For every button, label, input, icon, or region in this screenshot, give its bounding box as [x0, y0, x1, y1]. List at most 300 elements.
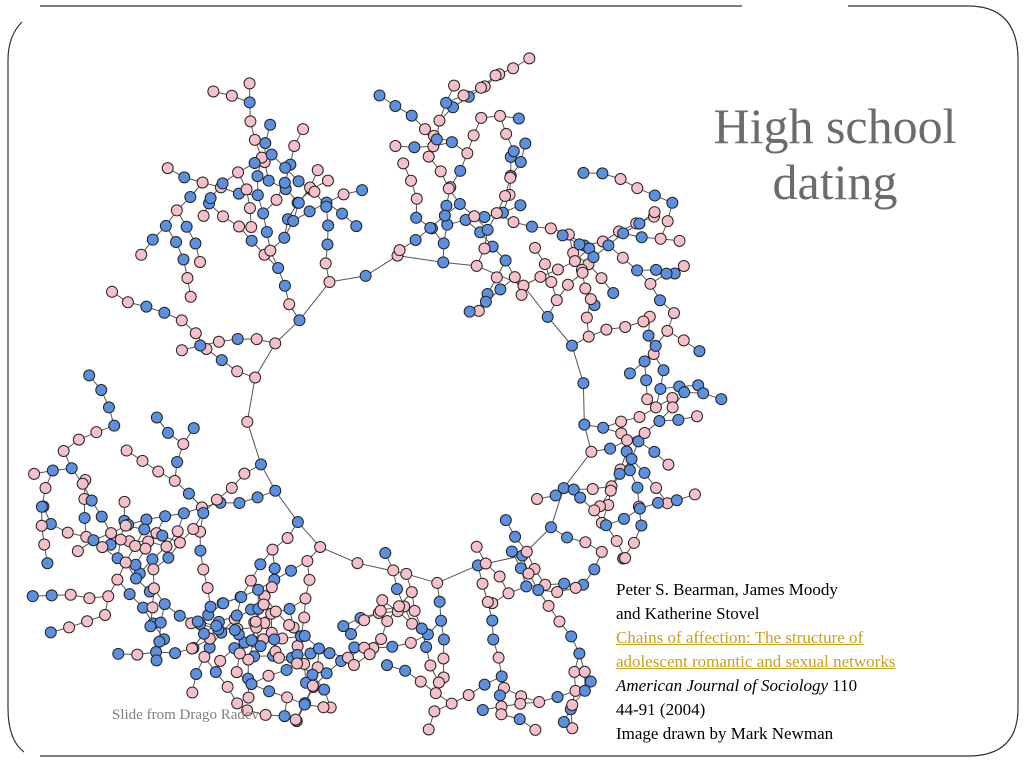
network-node-pink — [243, 692, 254, 703]
network-node-pink — [244, 78, 255, 89]
network-node-blue — [321, 201, 332, 212]
network-node-blue — [500, 255, 511, 266]
network-node-pink — [199, 651, 210, 662]
network-node-blue — [515, 156, 526, 167]
network-node-pink — [282, 532, 293, 543]
network-node-pink — [638, 316, 649, 327]
network-node-pink — [187, 643, 198, 654]
slide-credit: Slide from Drago Radev — [112, 707, 260, 723]
network-node-blue — [552, 692, 563, 703]
network-node-pink — [668, 308, 679, 319]
network-node-blue — [179, 172, 190, 183]
network-node-blue — [575, 492, 586, 503]
network-node-pink — [490, 70, 501, 81]
network-node-blue — [578, 378, 589, 389]
network-node-blue — [438, 238, 449, 249]
network-node-blue — [441, 200, 452, 211]
network-node-blue — [195, 340, 206, 351]
network-node-pink — [650, 402, 661, 413]
network-node-pink — [36, 520, 47, 531]
network-node-pink — [171, 205, 182, 216]
network-node-blue — [183, 488, 194, 499]
network-node-pink — [251, 334, 262, 345]
citation-authors-1: Peter S. Bearman, James Moody — [616, 580, 838, 599]
network-edge — [247, 422, 261, 465]
network-node-pink — [471, 541, 482, 552]
network-node-blue — [380, 548, 391, 559]
network-node-pink — [222, 681, 233, 692]
network-node-blue — [346, 628, 357, 639]
network-node-pink — [530, 242, 541, 253]
network-node-pink — [244, 203, 255, 214]
network-node-pink — [64, 622, 75, 633]
network-node-blue — [521, 581, 532, 592]
network-node-pink — [388, 565, 399, 576]
network-node-blue — [439, 210, 450, 221]
network-node-pink — [509, 272, 520, 283]
network-node-blue — [255, 459, 266, 470]
network-node-blue — [649, 446, 660, 457]
network-node-blue — [270, 485, 281, 496]
network-node-blue — [360, 270, 371, 281]
network-node-pink — [662, 325, 673, 336]
network-node-blue — [654, 415, 665, 426]
network-node-pink — [250, 372, 261, 383]
network-node-pink — [182, 273, 193, 284]
network-node-blue — [279, 711, 290, 722]
network-node-pink — [169, 475, 180, 486]
network-node-pink — [567, 699, 578, 710]
network-node-pink — [91, 427, 102, 438]
network-node-blue — [603, 240, 614, 251]
network-node-pink — [62, 527, 73, 538]
citation-journal-line — [616, 674, 1016, 698]
network-node-pink — [689, 489, 700, 500]
network-node-pink — [231, 667, 242, 678]
network-node-blue — [109, 420, 120, 431]
network-node-pink — [651, 482, 662, 493]
network-node-blue — [84, 370, 95, 381]
network-node-pink — [307, 680, 318, 691]
network-node-pink — [322, 175, 333, 186]
network-node-blue — [260, 138, 271, 149]
network-node-pink — [411, 193, 422, 204]
network-node-pink — [543, 600, 554, 611]
network-node-blue — [160, 220, 171, 231]
network-node-blue — [323, 220, 334, 231]
network-node-pink — [616, 416, 627, 427]
network-node-pink — [233, 167, 244, 178]
network-node-blue — [479, 211, 490, 222]
network-node-pink — [348, 659, 359, 670]
network-node-pink — [73, 434, 84, 445]
image-credit: Image drawn by Mark Newman — [616, 724, 834, 743]
network-node-pink — [267, 544, 278, 555]
network-node-pink — [632, 183, 643, 194]
network-node-blue — [205, 601, 216, 612]
network-node-blue — [304, 206, 315, 217]
network-node-pink — [302, 556, 313, 567]
network-node-blue — [210, 666, 221, 677]
network-node-pink — [324, 277, 335, 288]
network-node-pink — [284, 299, 295, 310]
network-node-blue — [36, 501, 47, 512]
network-node-pink — [521, 546, 532, 557]
network-node-blue — [508, 146, 519, 157]
network-node-blue — [479, 679, 490, 690]
network-node-pink — [579, 666, 590, 677]
network-node-pink — [148, 583, 159, 594]
slide-title — [680, 98, 990, 210]
network-node-pink — [554, 616, 565, 627]
network-node-pink — [84, 593, 95, 604]
network-node-pink — [491, 208, 502, 219]
network-node-blue — [279, 177, 290, 188]
network-node-pink — [266, 582, 277, 593]
network-node-blue — [387, 641, 398, 652]
network-node-blue — [579, 685, 590, 696]
network-node-pink — [176, 315, 187, 326]
network-node-pink — [241, 184, 252, 195]
network-node-pink — [208, 86, 219, 97]
network-node-pink — [583, 331, 594, 342]
network-node-pink — [226, 90, 237, 101]
network-node-blue — [406, 110, 417, 121]
network-edge — [398, 256, 444, 263]
network-edge — [437, 565, 478, 583]
network-node-pink — [569, 666, 580, 677]
network-node-pink — [425, 660, 436, 671]
network-node-pink — [516, 289, 527, 300]
network-node-blue — [159, 599, 170, 610]
network-node-blue — [400, 665, 411, 676]
network-node-pink — [352, 558, 363, 569]
network-node-blue — [229, 624, 240, 635]
network-node-pink — [634, 411, 645, 422]
network-node-pink — [265, 245, 276, 256]
network-node-blue — [205, 193, 216, 204]
network-node-blue — [482, 224, 493, 235]
network-node-blue — [641, 375, 652, 386]
network-node-blue — [513, 113, 524, 124]
network-node-pink — [501, 128, 512, 139]
network-node-pink — [415, 676, 426, 687]
network-node-pink — [245, 116, 256, 127]
title-line-1: High school — [713, 98, 957, 154]
network-node-blue — [438, 634, 449, 645]
network-node-pink — [315, 542, 326, 553]
network-node-blue — [632, 265, 643, 276]
network-node-pink — [493, 652, 504, 663]
network-node-pink — [409, 605, 420, 616]
network-node-pink — [100, 609, 111, 620]
network-node-blue — [410, 234, 421, 245]
network-node-pink — [197, 177, 208, 188]
network-node-blue — [218, 598, 229, 609]
network-node-blue — [96, 385, 107, 396]
network-node-blue — [145, 621, 156, 632]
network-node-blue — [279, 232, 290, 243]
network-node-blue — [307, 669, 318, 680]
network-node-pink — [65, 589, 76, 600]
network-node-blue — [47, 465, 58, 476]
network-node-pink — [147, 602, 158, 613]
network-node-blue — [273, 262, 284, 273]
network-node-blue — [506, 546, 517, 557]
network-node-blue — [178, 508, 189, 519]
network-node-blue — [162, 427, 173, 438]
network-node-blue — [411, 212, 422, 223]
network-node-pink — [406, 587, 417, 598]
network-node-pink — [239, 468, 250, 479]
network-node-pink — [581, 312, 592, 323]
network-node-blue — [252, 190, 263, 201]
network-node-pink — [587, 484, 598, 495]
network-node-blue — [500, 515, 511, 526]
network-node-pink — [258, 599, 269, 610]
network-node-pink — [39, 539, 50, 550]
network-node-pink — [570, 582, 581, 593]
network-node-blue — [643, 330, 654, 341]
network-node-blue — [698, 388, 709, 399]
network-node-blue — [27, 591, 38, 602]
network-node-blue — [157, 530, 168, 541]
network-node-blue — [349, 642, 360, 653]
network-node-blue — [550, 490, 561, 501]
network-node-blue — [598, 422, 609, 433]
network-node-pink — [508, 217, 519, 228]
network-edge — [357, 563, 406, 574]
network-node-pink — [611, 535, 622, 546]
network-node-blue — [284, 603, 295, 614]
network-node-pink — [271, 194, 282, 205]
network-node-pink — [132, 649, 143, 660]
network-node-pink — [446, 698, 457, 709]
network-node-pink — [476, 112, 487, 123]
network-edge — [320, 547, 357, 563]
network-node-blue — [494, 690, 505, 701]
network-node-blue — [608, 288, 619, 299]
network-node-blue — [636, 520, 647, 531]
network-node-pink — [423, 724, 434, 735]
network-node-pink — [176, 345, 187, 356]
network-node-blue — [66, 463, 77, 474]
network-node-blue — [46, 590, 57, 601]
network-node-pink — [376, 634, 387, 645]
network-node-blue — [636, 232, 647, 243]
network-node-blue — [181, 221, 192, 232]
network-node-blue — [515, 200, 526, 211]
network-node-pink — [546, 276, 557, 287]
network-node-pink — [438, 653, 449, 664]
network-node-blue — [574, 239, 585, 250]
network-node-pink — [242, 416, 253, 427]
network-node-blue — [253, 584, 264, 595]
network-node-blue — [588, 252, 599, 263]
network-node-blue — [480, 296, 491, 307]
network-node-pink — [480, 558, 491, 569]
network-node-pink — [213, 336, 224, 347]
network-node-blue — [141, 514, 152, 525]
network-node-pink — [136, 249, 147, 260]
network-node-pink — [662, 216, 673, 227]
network-node-pink — [552, 264, 563, 275]
network-node-blue — [488, 634, 499, 645]
network-node-pink — [245, 575, 256, 586]
journal-name: American Journal of Sociology — [616, 676, 828, 695]
network-node-blue — [151, 655, 162, 666]
network-node-pink — [211, 494, 222, 505]
network-node-pink — [601, 324, 612, 335]
network-node-pink — [122, 297, 133, 308]
network-node-blue — [495, 284, 506, 295]
network-edge — [583, 383, 584, 425]
network-node-blue — [139, 524, 150, 535]
network-node-pink — [596, 546, 607, 557]
network-node-pink — [130, 540, 141, 551]
network-node-blue — [192, 616, 203, 627]
network-node-pink — [500, 191, 511, 202]
network-node-blue — [269, 634, 280, 645]
network-node-pink — [577, 267, 588, 278]
network-node-blue — [178, 254, 189, 265]
network-node-blue — [545, 522, 556, 533]
network-node-pink — [106, 528, 117, 539]
network-node-blue — [269, 563, 280, 574]
network-node-blue — [246, 679, 257, 690]
network-node-blue — [337, 208, 348, 219]
network-node-pink — [270, 606, 281, 617]
network-node-pink — [338, 189, 349, 200]
network-node-pink — [195, 256, 206, 267]
network-node-blue — [391, 583, 402, 594]
network-node-pink — [364, 649, 375, 660]
network-node-pink — [475, 82, 486, 93]
title-line-2: dating — [772, 154, 898, 210]
network-node-blue — [626, 454, 637, 465]
network-node-blue — [86, 495, 97, 506]
network-node-blue — [190, 238, 201, 249]
network-node-pink — [394, 245, 405, 256]
network-node-blue — [160, 511, 171, 522]
network-node-pink — [620, 552, 631, 563]
network-node-pink — [198, 564, 209, 575]
network-node-pink — [692, 411, 703, 422]
network-node-pink — [545, 223, 556, 234]
network-node-blue — [374, 90, 385, 101]
network-node-blue — [416, 623, 427, 634]
network-node-pink — [649, 207, 660, 218]
network-node-blue — [425, 222, 436, 233]
network-node-pink — [496, 709, 507, 720]
network-node-pink — [300, 593, 311, 604]
network-node-blue — [198, 507, 209, 518]
network-node-pink — [622, 435, 633, 446]
network-node-pink — [678, 335, 689, 346]
network-node-blue — [313, 643, 324, 654]
network-node-blue — [578, 167, 589, 178]
network-node-blue — [351, 221, 362, 232]
network-node-blue — [605, 443, 616, 454]
network-node-pink — [103, 591, 114, 602]
network-node-blue — [562, 532, 573, 543]
network-node-pink — [503, 588, 514, 599]
article-link-2[interactable]: adolescent romantic and sexual networks — [616, 652, 896, 671]
article-link-1[interactable]: Chains of affection: The structure of — [616, 628, 864, 647]
network-node-blue — [614, 468, 625, 479]
network-node-blue — [231, 610, 242, 621]
network-node-blue — [217, 178, 228, 189]
network-node-pink — [471, 260, 482, 271]
network-node-pink — [309, 186, 320, 197]
network-node-blue — [246, 235, 257, 246]
network-node-pink — [187, 687, 198, 698]
network-node-pink — [190, 328, 201, 339]
network-node-pink — [172, 526, 183, 537]
network-node-blue — [151, 412, 162, 423]
network-node-pink — [232, 366, 243, 377]
network-node-blue — [191, 668, 202, 679]
network-node-pink — [382, 616, 393, 627]
network-node-pink — [377, 595, 388, 606]
network-node-blue — [477, 704, 488, 715]
network-node-pink — [58, 446, 69, 457]
network-node-pink — [678, 261, 689, 272]
network-node-blue — [252, 171, 263, 182]
network-node-blue — [258, 208, 269, 219]
network-node-blue — [409, 142, 420, 153]
network-node-blue — [319, 684, 330, 695]
network-node-blue — [566, 631, 577, 642]
network-node-pink — [120, 557, 131, 568]
network-node-pink — [580, 537, 591, 548]
network-node-blue — [293, 197, 304, 208]
network-node-blue — [299, 699, 310, 710]
network-node-pink — [405, 637, 416, 648]
network-node-pink — [299, 612, 310, 623]
citation-authors-2: and Katherine Stovel — [616, 604, 760, 623]
network-node-pink — [642, 394, 653, 405]
network-node-blue — [589, 564, 600, 575]
network-node-blue — [155, 617, 166, 628]
network-node-pink — [290, 714, 301, 725]
network-node-pink — [292, 658, 303, 669]
network-node-blue — [601, 520, 612, 531]
network-node-blue — [454, 198, 465, 209]
network-edge — [300, 282, 330, 320]
network-node-pink — [270, 338, 281, 349]
network-node-pink — [531, 493, 542, 504]
network-node-pink — [435, 166, 446, 177]
network-node-blue — [661, 268, 672, 279]
network-node-pink — [202, 582, 213, 593]
network-node-pink — [663, 459, 674, 470]
network-node-blue — [103, 402, 114, 413]
network-node-pink — [185, 291, 196, 302]
network-node-pink — [443, 183, 454, 194]
network-node-blue — [188, 423, 199, 434]
network-node-pink — [523, 568, 534, 579]
network-node-blue — [113, 648, 124, 659]
network-node-blue — [281, 664, 292, 675]
network-node-blue — [455, 165, 466, 176]
network-node-blue — [249, 158, 260, 169]
network-node-blue — [694, 346, 705, 357]
network-node-blue — [431, 134, 442, 145]
network-node-blue — [88, 535, 99, 546]
network-node-pink — [298, 124, 309, 135]
network-node-blue — [673, 414, 684, 425]
